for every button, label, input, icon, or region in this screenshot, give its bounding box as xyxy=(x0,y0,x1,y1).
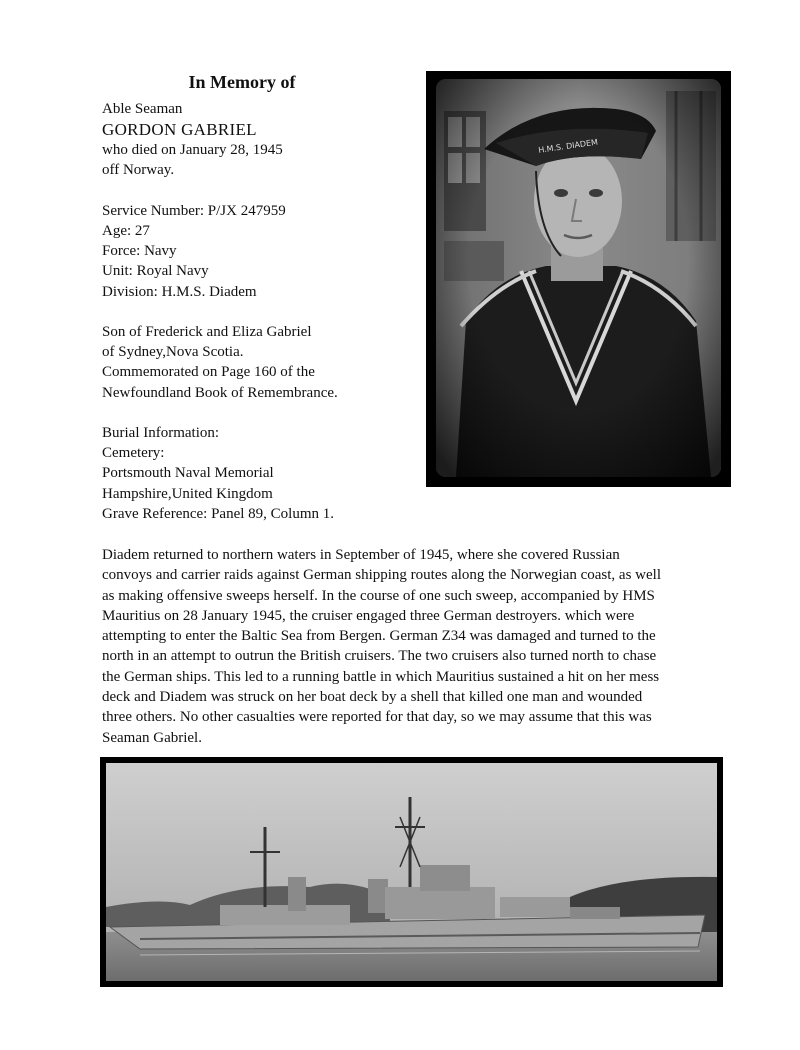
narrative-line: Diadem returned to northern waters in September of 1945, where she covered Russian xyxy=(102,547,620,563)
narrative-line: north in an attempt to outrun the British cruisers. The two cruisers also turned north to chase xyxy=(102,648,657,665)
cemetery-label: Cemetery: xyxy=(102,445,165,462)
book-of-remembrance: Newfoundland Book of Remembrance. xyxy=(102,384,338,401)
hometown: of Sydney,Nova Scotia. xyxy=(102,344,244,361)
narrative-line: as making offensive sweeps herself. In the course of one such sweep, accompanied by HMS xyxy=(102,587,655,604)
burial-heading: Burial Information: xyxy=(102,425,220,441)
grave-reference: Grave Reference: Panel 89, Column 1. xyxy=(102,505,335,522)
service-number: Service Number: P/JX 247959 xyxy=(102,202,286,219)
sailor-portrait-photo xyxy=(426,71,731,487)
death-place: off Norway. xyxy=(102,162,175,179)
narrative-line: Seaman Gabriel. xyxy=(102,729,202,746)
unit: Unit: Royal Navy xyxy=(102,263,209,280)
narrative-line: convoys and carrier raids against German shipping routes along the Norwegian coast, as well xyxy=(102,567,661,584)
memorial-title: In Memory of xyxy=(188,72,296,92)
cemetery-location: Hampshire,United Kingdom xyxy=(102,485,273,502)
narrative-line: deck and Diadem was struck on her boat deck by a shell that killed one man and wounded xyxy=(102,689,643,706)
hms-diadem-ship-photo xyxy=(100,757,723,987)
narrative-line: three others. No other casualties were reported for that day, so we may assume that this was xyxy=(102,709,652,726)
rank: Able Seaman xyxy=(102,101,183,117)
service-narrative xyxy=(102,545,742,748)
service-details xyxy=(102,99,417,524)
narrative-line: Mauritius on 28 January 1945, the cruiser engaged three German destroyers. which were xyxy=(102,607,635,624)
division: Division: H.M.S. Diadem xyxy=(102,283,257,300)
cemetery-name: Portsmouth Naval Memorial xyxy=(102,465,274,482)
force: Force: Navy xyxy=(102,243,177,260)
death-date: who died on January 28, 1945 xyxy=(102,142,283,159)
sailor-name: GORDON GABRIEL xyxy=(102,120,257,140)
parents: Son of Frederick and Eliza Gabriel xyxy=(102,324,312,340)
narrative-line: attempting to enter the Baltic Sea from Bergen. German Z34 was damaged and turned to the xyxy=(102,628,656,645)
age: Age: 27 xyxy=(102,223,150,239)
commemoration-page: Commemorated on Page 160 of the xyxy=(102,364,315,381)
narrative-line: the German ships. This led to a running battle in which Mauritius sustained a hit on her mess xyxy=(102,668,660,685)
